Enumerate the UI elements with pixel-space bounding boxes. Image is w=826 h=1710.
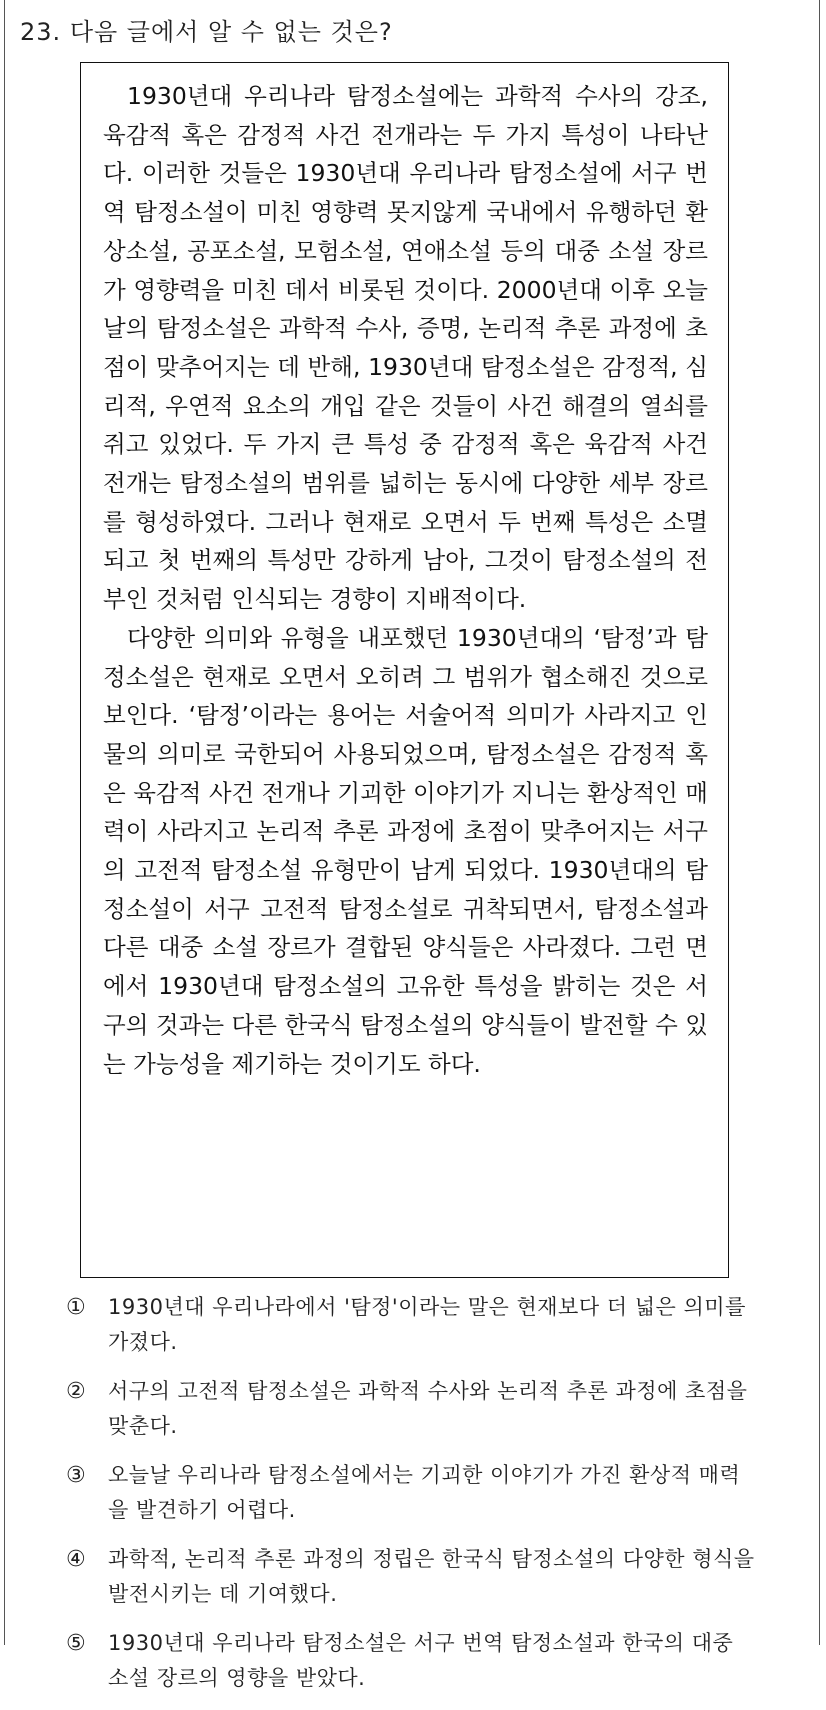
choice-number: ① bbox=[66, 1295, 87, 1320]
choice-number: ② bbox=[66, 1379, 87, 1404]
choice-number: ④ bbox=[66, 1547, 87, 1572]
choice-text: 1930년대 우리나라에서 '탐정'이라는 말은 현재보다 더 넓은 의미를 가졌다. bbox=[108, 1295, 746, 1354]
question-heading bbox=[20, 12, 393, 47]
choice-5[interactable] bbox=[66, 1626, 756, 1696]
choice-text: 오늘날 우리나라 탐정소설에서는 기괴한 이야기가 가진 환상적 매력을 발견하기 어렵다. bbox=[108, 1463, 741, 1522]
choice-1[interactable] bbox=[66, 1290, 756, 1360]
choice-4[interactable] bbox=[66, 1542, 756, 1612]
passage-paragraph-1: 1930년대 우리나라 탐정소설에는 과학적 수사의 강조, 육감적 혹은 감정적 사건 전개라는 두 가지 특성이 나타난다. 이러한 것들은 1930년대 우리나라 탐정소설에 서구 번역 탐정소설이 미친 영향력 못지않게 국내에서 유행하던 환상소설, 공포소설, 모험소설, 연애소설 등의 대중 소설 장르가 영향력을 미친 데서 비롯된 것이다. 2000년대 이후 오늘날의 탐정소설은 과학적 수사, 증명, 논리적 추론 과정에 초점이 맞추어지는 데 반해, 1930년대 탐정소설은 감정적, 심리적, 우연적 요소의 개입 같은 것들이 사건 해결의 열쇠를 쥐고 있었다. 두 가지 큰 특성 중 감정적 혹은 육감적 사건 전개는 탐정소설의 범위를 넓히는 동시에 다양한 세부 장르를 형성하였다. 그러나 현재로 오면서 두 번째 특성은 소멸되고 첫 번째의 특성만 강하게 남아, 그것이 탐정소설의 전부인 것처럼 인식되는 경향이 지배적이다. bbox=[103, 82, 708, 614]
choice-text: 서구의 고전적 탐정소설은 과학적 수사와 논리적 추론 과정에 초점을 맞춘다. bbox=[108, 1379, 748, 1438]
choice-text: 1930년대 우리나라 탐정소설은 서구 번역 탐정소설과 한국의 대중 소설 장르의 영향을 받았다. bbox=[108, 1631, 734, 1690]
choice-number: ③ bbox=[66, 1463, 87, 1488]
answer-choices bbox=[66, 1290, 756, 1710]
question-number: 23. bbox=[20, 18, 62, 46]
question-prompt: 다음 글에서 알 수 없는 것은? bbox=[69, 18, 393, 46]
choice-2[interactable] bbox=[66, 1374, 756, 1444]
choice-3[interactable] bbox=[66, 1458, 756, 1528]
choice-text: 과학적, 논리적 추론 과정의 정립은 한국식 탐정소설의 다양한 형식을 발전시키는 데 기여했다. bbox=[108, 1547, 755, 1606]
choice-number: ⑤ bbox=[66, 1631, 87, 1656]
passage-paragraph-2: 다양한 의미와 유형을 내포했던 1930년대의 ‘탐정’과 탐정소설은 현재로 오면서 오히려 그 범위가 협소해진 것으로 보인다. ‘탐정’이라는 용어는 서술어적 의미가 사라지고 인물의 의미로 국한되어 사용되었으며, 탐정소설은 감정적 혹은 육감적 사건 전개나 기괴한 이야기가 지니는 환상적인 매력이 사라지고 논리적 추론 과정에 초점이 맞추어지는 서구의 고전적 탐정소설 유형만이 남게 되었다. 1930년대의 탐정소설이 서구 고전적 탐정소설로 귀착되면서, 탐정소설과 다른 대중 소설 장르가 결합된 양식들은 사라졌다. 그런 면에서 1930년대 탐정소설의 고유한 특성을 밝히는 것은 서구의 것과는 다른 한국식 탐정소설의 양식들이 발전할 수 있는 가능성을 제기하는 것이기도 하다. bbox=[103, 623, 708, 1078]
passage-box bbox=[80, 62, 729, 1278]
